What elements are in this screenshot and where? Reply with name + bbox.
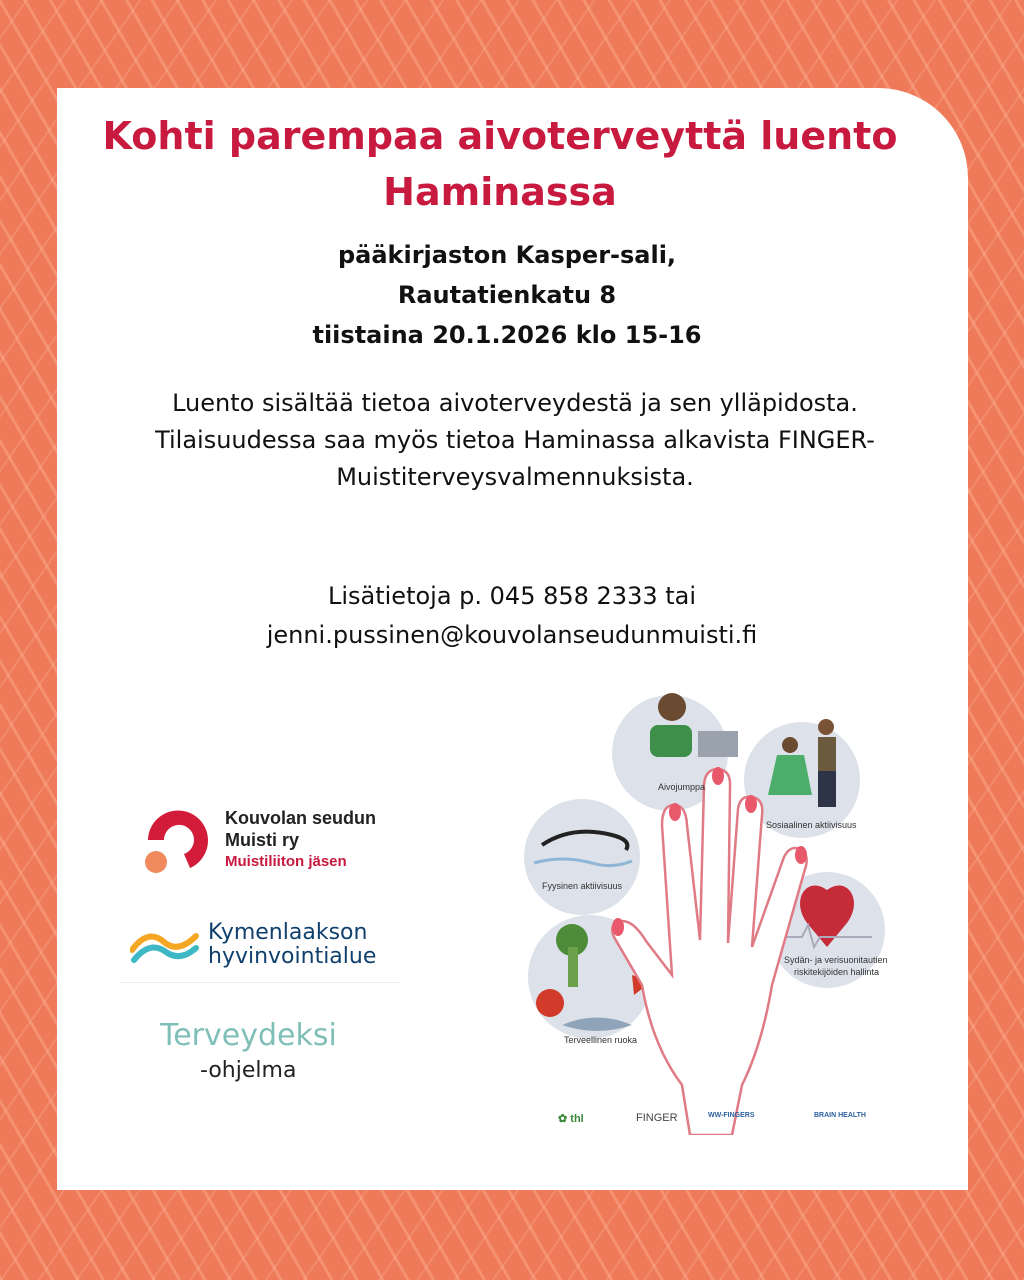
address: Rautatienkatu 8 bbox=[397, 281, 617, 309]
brainhealth-logo: BRAIN HEALTH bbox=[814, 1112, 866, 1119]
title-line-1: Kohti parempaa aivoterveyttä luento bbox=[102, 114, 898, 158]
caption-fyysinen: Fyysinen aktiivisuus bbox=[542, 881, 623, 891]
caption-ruoka: Terveellinen ruoka bbox=[564, 1035, 638, 1045]
date-time: tiistaina 20.1.2026 klo 15-16 bbox=[312, 321, 702, 349]
kouvola-logo-mark-icon bbox=[140, 802, 215, 877]
kymenlaakso-line-1: Kymenlaakson bbox=[208, 920, 368, 945]
wwfingers-logo: WW-FINGERS bbox=[708, 1112, 755, 1119]
kymenlaakso-wave-icon bbox=[130, 922, 200, 966]
thl-flower-icon: ✿ bbox=[558, 1113, 568, 1125]
description-line-1: Luento sisältää tietoa aivoterveydestä ja sen ylläpidosta. bbox=[172, 389, 858, 417]
kouvola-logo-line-3: Muistiliiton jäsen bbox=[225, 853, 347, 870]
hand-illustration-icon bbox=[522, 685, 902, 1135]
contact-phone: Lisätietoja p. 045 858 2333 tai bbox=[327, 582, 697, 610]
kouvola-muisti-logo bbox=[140, 800, 410, 880]
logo-divider bbox=[120, 982, 400, 983]
caption-sosiaalinen: Sosiaalinen aktiivisuus bbox=[766, 820, 857, 830]
caption-aivojumppa: Aivojumppa bbox=[658, 782, 706, 792]
contact-email[interactable]: jenni.pussinen@kouvolanseudunmuisti.fi bbox=[266, 621, 758, 649]
kouvola-logo-line-2: Muisti ry bbox=[225, 830, 300, 850]
brain-health-illustration bbox=[522, 685, 902, 1135]
terveydeksi-line-2: -ohjelma bbox=[200, 1058, 297, 1083]
description bbox=[40, 385, 990, 496]
kymenlaakso-line-2: hyvinvointialue bbox=[208, 944, 377, 969]
caption-sydan-2: riskitekijöiden hallinta bbox=[794, 967, 880, 977]
finger-logo: FINGER bbox=[636, 1112, 678, 1124]
caption-sydan-1: Sydän- ja verisuonitautien bbox=[784, 955, 888, 965]
terveydeksi-line-1: Terveydeksi bbox=[160, 1018, 337, 1053]
contact-info bbox=[57, 577, 967, 655]
terveydeksi-logo bbox=[160, 1018, 400, 1098]
venue: pääkirjaston Kasper-sali, bbox=[337, 241, 677, 269]
title-line-2: Haminassa bbox=[383, 170, 617, 214]
kouvola-logo-line-1: Kouvolan seudun bbox=[225, 808, 377, 828]
thl-logo bbox=[558, 1112, 584, 1125]
thl-logo-text: thl bbox=[570, 1113, 584, 1125]
description-line-3: Muistiterveysvalmennuksista. bbox=[336, 463, 694, 491]
event-details bbox=[57, 235, 957, 355]
page-title bbox=[0, 108, 1000, 220]
description-line-2: Tilaisuudessa saa myös tietoa Haminassa alkavista FINGER- bbox=[155, 426, 875, 454]
kymenlaakso-logo bbox=[130, 918, 400, 978]
